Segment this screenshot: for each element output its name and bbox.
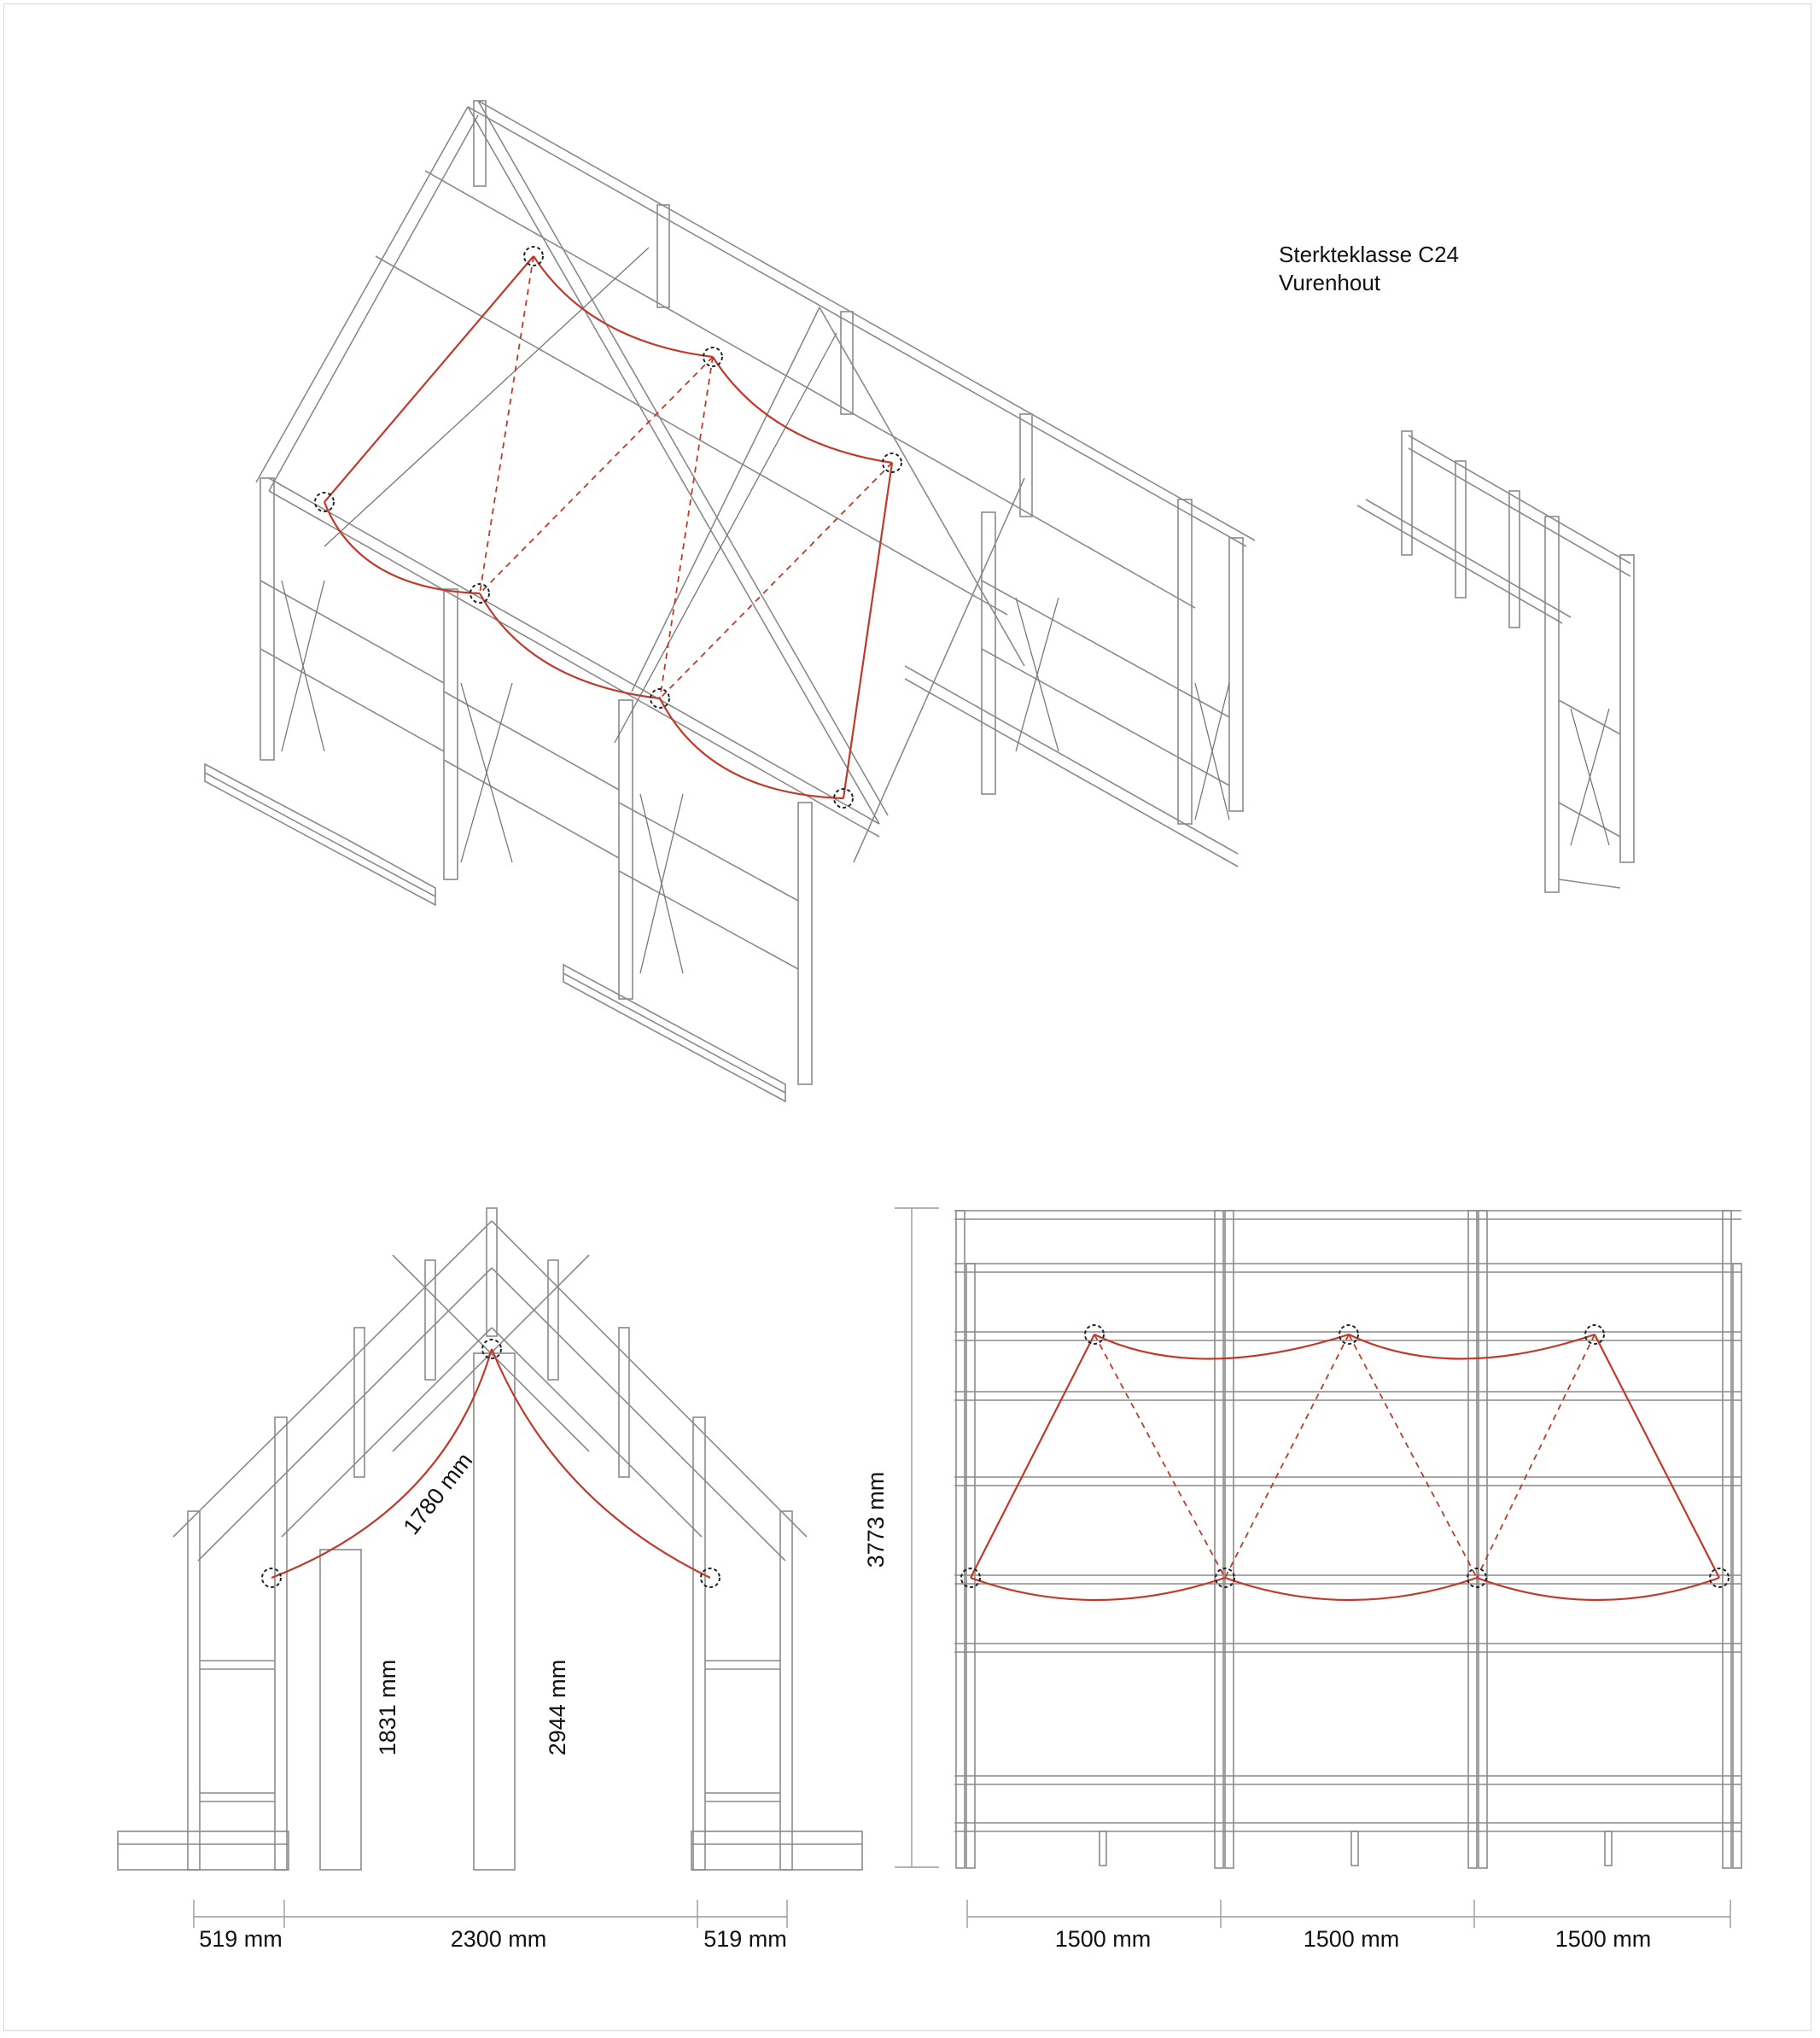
material-note <box>1279 242 1459 295</box>
dim-bay-2: 1500 mm <box>1303 1926 1400 1952</box>
dim-height-high: 2944 mm <box>545 1659 570 1756</box>
dim-right-width: 519 mm <box>703 1926 787 1952</box>
dim-height-low: 1831 mm <box>375 1659 400 1756</box>
dim-total-height: 3773 mm <box>863 1471 889 1568</box>
dim-diagonal: 1780 mm <box>398 1447 478 1540</box>
dim-center-width: 2300 mm <box>450 1926 547 1952</box>
detail-fragment <box>1357 431 1634 892</box>
wood-type-label: Vurenhout <box>1279 270 1381 295</box>
side-elevation <box>863 1208 1741 1952</box>
dim-bay-3: 1500 mm <box>1555 1926 1652 1952</box>
front-elevation <box>118 1208 862 1952</box>
strength-class-label: Sterkteklasse C24 <box>1279 242 1459 267</box>
dim-bay-1: 1500 mm <box>1054 1926 1152 1952</box>
dim-left-width: 519 mm <box>199 1926 283 1952</box>
isometric-view <box>205 101 1255 1101</box>
